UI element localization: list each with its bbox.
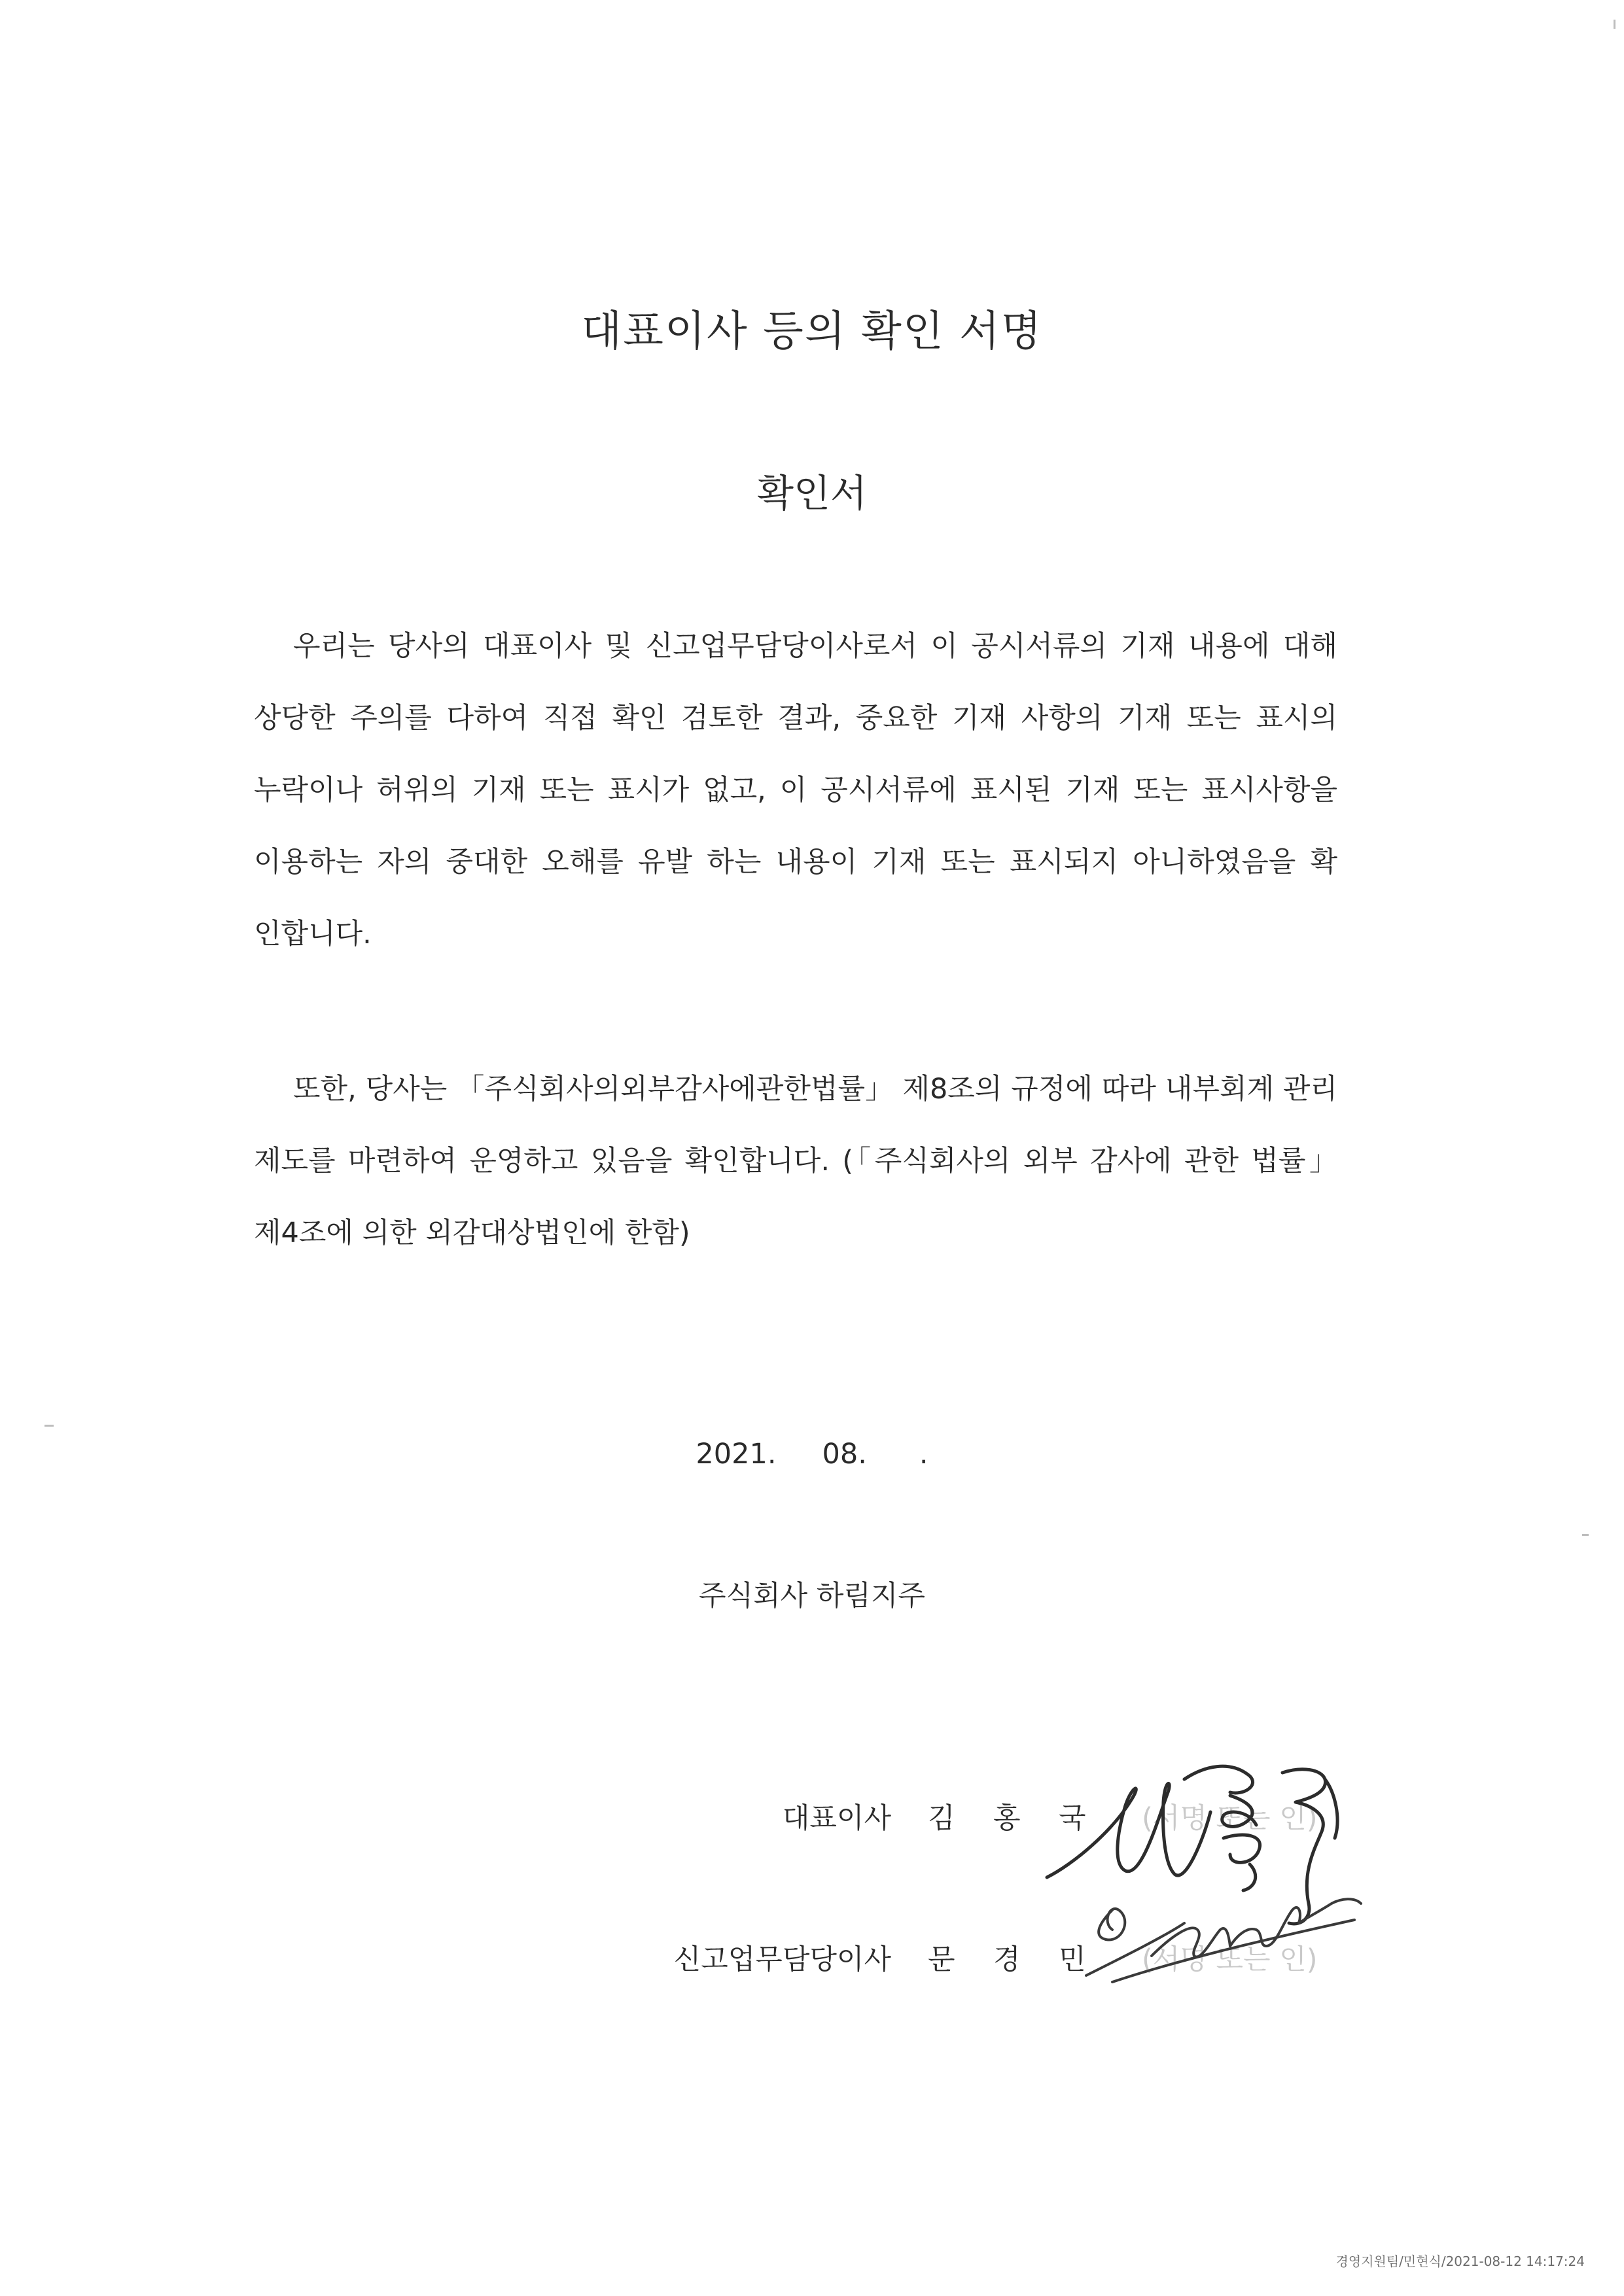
signatory-disclosure-officer — [0, 1940, 1624, 1979]
confirmation-paragraph — [254, 610, 1337, 970]
date-month: 08. — [822, 1438, 867, 1470]
paragraph-line: 누락이나 허위의 기재 또는 표시가 없고, 이 공시서류에 표시된 기재 또는 표시사항을 — [254, 774, 1337, 807]
signatory-name-char: 민 — [1059, 1943, 1086, 1976]
internal-control-paragraph — [254, 1053, 1337, 1269]
signatory-name-char: 국 — [1059, 1802, 1086, 1835]
signatory-role: 대표이사 — [782, 1802, 891, 1835]
signatory-ceo — [0, 1799, 1624, 1838]
company-name: 주식회사 하림지주 — [699, 1580, 925, 1612]
document-title: 대표이사 등의 확인 서명 — [581, 307, 1043, 356]
document-date — [0, 1435, 1624, 1474]
scan-speck — [1614, 20, 1615, 29]
seal-placeholder: (서명 또는 인) — [1142, 1943, 1318, 1976]
signatory-name-char: 김 — [928, 1802, 955, 1835]
signatory-name-char: 홍 — [993, 1802, 1021, 1835]
date-day: . — [919, 1438, 928, 1470]
paragraph-line: 상당한 주의를 다하여 직접 확인 검토한 결과, 중요한 기재 사항의 기재 또는 표시의 — [254, 702, 1337, 735]
paragraph-line: 제도를 마련하여 운영하고 있음을 확인합니다. (「주식회사의 외부 감사에 관한 법률」 — [254, 1145, 1337, 1177]
paragraph-line: 또한, 당사는 「주식회사의외부감사에관한법률」 제8조의 규정에 따라 내부회계 관리 — [293, 1073, 1337, 1105]
paragraph-line: 제4조에 의한 외감대상법인에 한함) — [254, 1217, 690, 1249]
document-subtitle: 확인서 — [756, 471, 868, 515]
officer-signature-icon — [1073, 1884, 1374, 1989]
print-footer: 경영지원팀/민현식/2021-08-12 14:17:24 — [1335, 2253, 1585, 2269]
date-year: 2021. — [696, 1438, 777, 1470]
signatory-role: 신고업무담당이사 — [673, 1943, 891, 1976]
paragraph-line: 우리는 당사의 대표이사 및 신고업무담당이사로서 이 공시서류의 기재 내용에 대해 — [293, 630, 1337, 663]
scan-speck — [44, 1425, 54, 1427]
seal-placeholder: (서명 또는 인) — [1142, 1802, 1318, 1835]
scan-speck — [1582, 1534, 1589, 1536]
paragraph-line: 인합니다. — [254, 918, 372, 950]
paragraph-line: 이용하는 자의 중대한 오해를 유발 하는 내용이 기재 또는 표시되지 아니하였음을 확 — [254, 846, 1337, 878]
signatory-name-char: 문 — [928, 1943, 955, 1976]
signatory-name-char: 경 — [993, 1943, 1021, 1976]
